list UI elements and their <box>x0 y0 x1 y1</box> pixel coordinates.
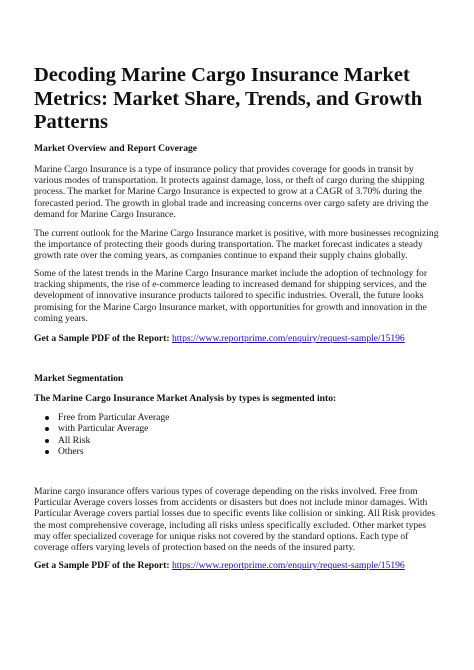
sample-pdf-line-2 <box>34 560 405 571</box>
section-heading-segmentation: Market Segmentation <box>34 373 124 384</box>
list-item <box>34 446 169 457</box>
list-item-label: with Particular Average <box>58 423 149 435</box>
section-heading-overview: Market Overview and Report Coverage <box>34 143 198 154</box>
list-item-label: Others <box>58 445 84 457</box>
list-item <box>34 435 169 446</box>
sample-pdf-link[interactable]: https://www.reportprime.com/enquiry/request-sample/15196 <box>171 560 405 571</box>
list-item <box>34 412 169 423</box>
segmentation-description: Marine cargo insurance offers various types of coverage depending on the risks involved. Free from Particular Average covers losses from accidents or disasters but does not include minor damages. With Particular Average covers partial losses due to specific events like collision or sinking. All Risk provides the most comprehensive coverage, including all risks unless specifically excluded. Other market types may offer specialized coverage for unique risks not covered by the standard options. Each type of coverage offers varying levels of protection based on the needs of the insured party. <box>34 486 436 554</box>
bullet-icon <box>45 439 49 443</box>
sample-pdf-line-1 <box>34 333 405 344</box>
page-title: Decoding Marine Cargo Insurance Market Metrics: Market Share, Trends, and Growth Patterns <box>34 64 423 133</box>
bullet-icon <box>45 416 49 420</box>
market-types-list <box>34 412 169 457</box>
list-item <box>34 423 169 434</box>
list-item-label: All Risk <box>58 434 91 446</box>
bullet-icon <box>45 427 49 431</box>
overview-paragraph-3: Some of the latest trends in the Marine Cargo Insurance market include the adoption of technology for tracking shipments, the rise of e-commerce leading to increased demand for shipping services, and the development of innovative insurance products tailored to specific industries. Overall, the future looks promising for the Marine Cargo Insurance market, with opportunities for growth and innovation in the coming years. <box>34 268 428 324</box>
bullet-icon <box>45 450 49 454</box>
segmentation-subheading: The Marine Cargo Insurance Market Analysis by types is segmented into: <box>34 393 337 404</box>
overview-paragraph-1: Marine Cargo Insurance is a type of insurance policy that provides coverage for goods in transit by various modes of transportation. It protects against damage, loss, or theft of cargo during the shipping process. The market for Marine Cargo Insurance is expected to grow at a CAGR of 3.70% during the forecasted period. The growth in global trade and increasing concerns over cargo safety are driving the demand for Marine Cargo Insurance. <box>34 164 429 220</box>
list-item-label: Free from Particular Average <box>58 412 170 423</box>
overview-paragraph-2: The current outlook for the Marine Cargo Insurance market is positive, with more businesses recognizing the importance of protecting their goods during transportation. The market forecast indicates a steady growth rate over the coming years, as companies continue to expand their supply chains globally. <box>34 228 439 262</box>
sample-pdf-label: Get a Sample PDF of the Report: <box>34 560 170 571</box>
sample-pdf-link[interactable]: https://www.reportprime.com/enquiry/request-sample/15196 <box>171 333 405 344</box>
sample-pdf-label: Get a Sample PDF of the Report: <box>34 333 170 344</box>
